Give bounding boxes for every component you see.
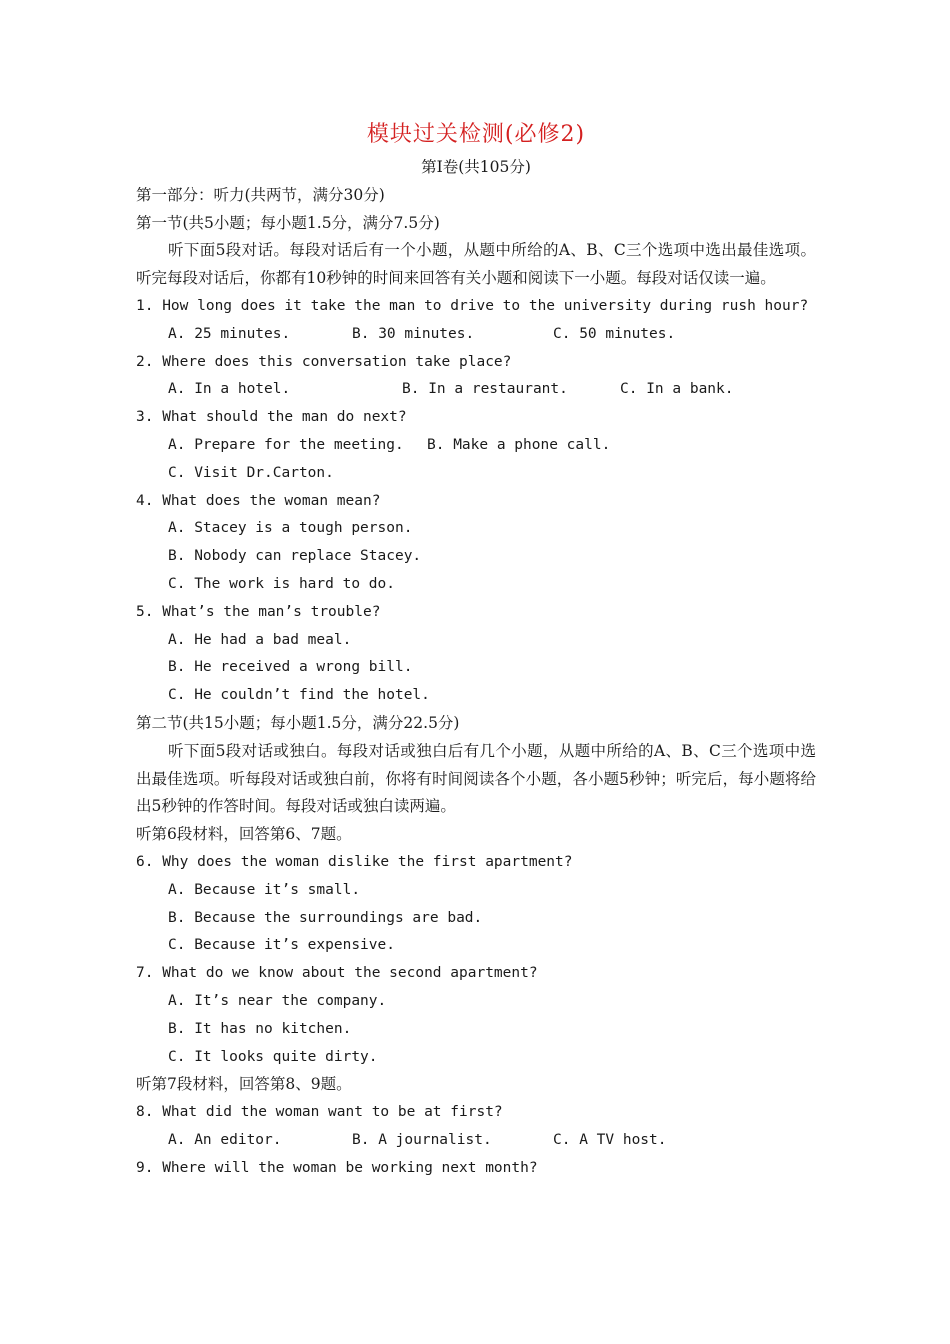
option-b: B. In a restaurant. [402, 381, 568, 398]
material-6-heading: 听第6段材料，回答第6、7题。 [136, 825, 352, 844]
option-a: A. In a hotel. [168, 381, 291, 398]
option-b: B. A journalist. [352, 1131, 492, 1148]
option-c: C. It looks quite dirty. [168, 1048, 378, 1065]
option-a: A. An editor. [168, 1131, 282, 1148]
option-b: B. He received a wrong bill. [168, 659, 413, 676]
question-9: 9. Where will the woman be working next month? [136, 1159, 538, 1176]
doc-title: 模块过关检测(必修2) [366, 122, 586, 147]
option-c: C. A TV host. [553, 1131, 667, 1148]
option-b: B. Nobody can replace Stacey. [168, 548, 422, 565]
question-2: 2. Where does this conversation take place? [136, 353, 512, 370]
option-c: C. He couldn’t find the hotel. [168, 687, 430, 704]
option-b: B. Make a phone call. [427, 436, 611, 453]
section1-heading: 第一节(共5小题；每小题1.5分，满分7.5分) [136, 213, 440, 232]
option-a: A. He had a bad meal. [168, 631, 352, 648]
option-a: A. 25 minutes. [168, 325, 291, 342]
option-c: C. Because it’s expensive. [168, 937, 395, 954]
document-page [136, 118, 816, 1182]
question-8: 8. What did the woman want to be at first? [136, 1104, 503, 1121]
volume-heading: 第Ⅰ卷(共105分) [421, 158, 531, 176]
option-b: B. Because the surroundings are bad. [168, 909, 483, 926]
option-a: A. Because it’s small. [168, 881, 361, 898]
option-b: B. 30 minutes. [352, 325, 475, 342]
option-c: C. 50 minutes. [553, 325, 676, 342]
question-1-options [136, 321, 816, 349]
question-2-options [136, 376, 816, 404]
section2-heading: 第二节(共15小题；每小题1.5分，满分22.5分) [136, 713, 460, 732]
section2-instructions: 听下面5段对话或独白。每段对话或独白后有几个小题，从题中所给的A、B、C三个选项中选出最佳选项。听每段对话或独白前，你将有时间阅读各个小题，各小题5秒钟；听完后，每小题将给出5秒钟的作答时间。每段对话或独白读两遍。 [136, 741, 816, 816]
option-b: B. It has no kitchen. [168, 1020, 352, 1037]
option-c: C. In a bank. [620, 381, 734, 398]
section1-instructions: 听下面5段对话。每段对话后有一个小题，从题中所给的A、B、C三个选项中选出最佳选项。听完每段对话后，你都有10秒钟的时间来回答有关小题和阅读下一小题。每段对话仅读一遍。 [136, 241, 816, 288]
question-8-options [136, 1127, 816, 1155]
option-c: C. The work is hard to do. [168, 575, 395, 592]
question-6: 6. Why does the woman dislike the first apartment? [136, 853, 573, 870]
question-1: 1. How long does it take the man to drive to the university during rush hour? [136, 297, 809, 314]
question-5: 5. What’s the man’s trouble? [136, 603, 381, 620]
question-7: 7. What do we know about the second apartment? [136, 965, 538, 982]
option-a: A. It’s near the company. [168, 992, 387, 1009]
option-a: A. Prepare for the meeting. [168, 436, 404, 453]
material-7-heading: 听第7段材料，回答第8、9题。 [136, 1075, 352, 1094]
question-3: 3. What should the man do next? [136, 409, 407, 426]
part1-heading: 第一部分：听力(共两节，满分30分) [136, 185, 385, 204]
question-3-options [136, 432, 816, 460]
question-4: 4. What does the woman mean? [136, 492, 381, 509]
option-a: A. Stacey is a tough person. [168, 520, 413, 537]
option-c: C. Visit Dr.Carton. [168, 464, 334, 481]
